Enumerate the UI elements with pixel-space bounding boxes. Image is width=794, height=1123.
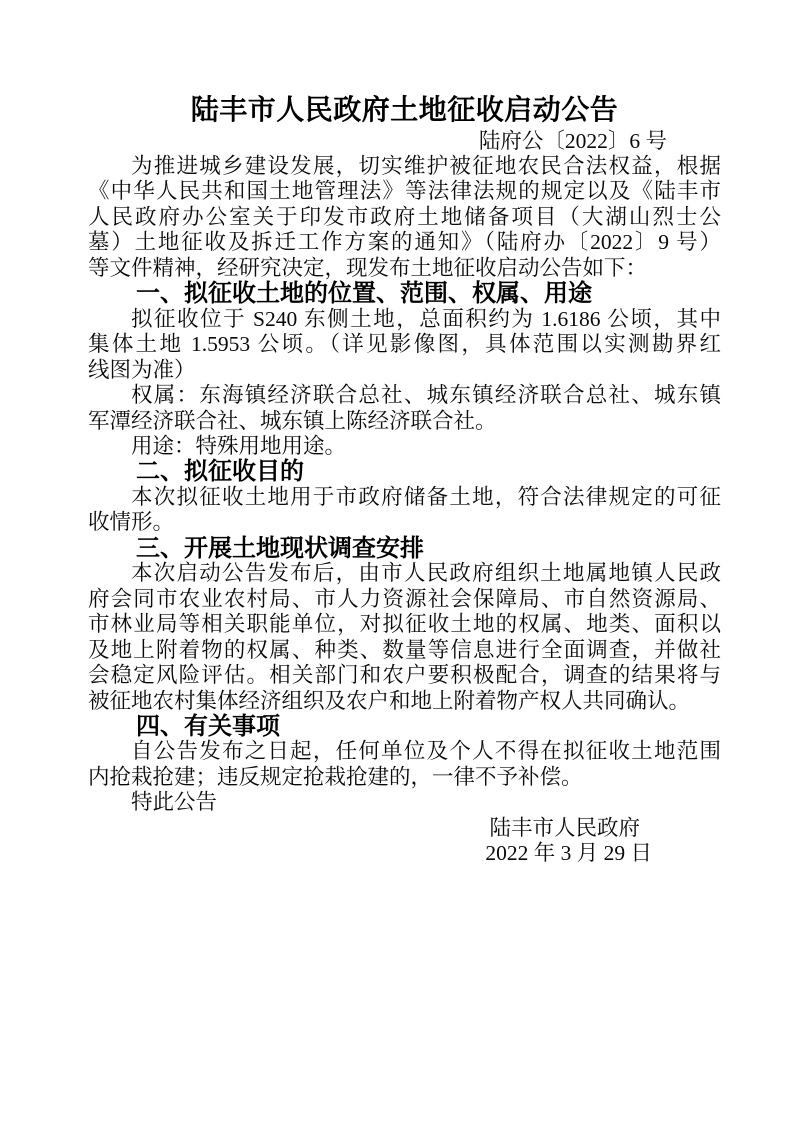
section-heading: 四、有关事项 xyxy=(136,712,280,740)
section-heading: 三、开展土地现状调查安排 xyxy=(136,534,424,562)
text-line: 《中华人民共和国土地管理法》等法律法规的规定以及《陆丰市 xyxy=(88,179,721,204)
text-line: 等文件精神，经研究决定，现发布土地征收启动公告如下： xyxy=(88,255,648,280)
section-heading: 一、拟征收土地的位置、范围、权属、用途 xyxy=(136,280,592,308)
text-line: 会稳定风险评估。相关部门和农户要积极配合，调查的结果将与 xyxy=(88,663,721,688)
text-line: 本次拟征收土地用于市政府储备土地，符合法律规定的可征 xyxy=(131,484,721,509)
section-heading: 二、拟征收目的 xyxy=(136,458,304,486)
doc-title: 陆丰市人民政府土地征收启动公告 xyxy=(190,94,619,125)
document-content xyxy=(88,92,721,867)
closing-line: 特此公告 xyxy=(131,790,218,815)
text-line: 府会同市农业农村局、市人力资源社会保障局、市自然资源局、 xyxy=(88,586,721,611)
text-line: 收情形。 xyxy=(88,510,175,535)
doc-number: 陆府公〔2022〕6 号 xyxy=(478,129,667,153)
text-line: 线图为准） xyxy=(88,357,196,382)
text-line: 为推进城乡建设发展，切实维护被征地农民合法权益，根据 xyxy=(131,154,721,178)
text-line: 墓）土地征收及拆迁工作方案的通知》（陆府办〔2022〕9 号） xyxy=(88,230,721,255)
text-line: 人民政府办公室关于印发市政府土地储备项目（大湖山烈士公 xyxy=(88,204,721,229)
text-line: 及地上附着物的权属、种类、数量等信息进行全面调查，并做社 xyxy=(88,637,721,662)
text-line: 权属：东海镇经济联合总社、城东镇经济联合总社、城东镇 xyxy=(131,383,721,408)
signature-name: 陆丰市人民政府 xyxy=(489,815,640,840)
signature-date: 2022 年 3 月 29 日 xyxy=(485,841,652,866)
text-line: 市林业局等相关职能单位，对拟征收土地的权属、地类、面积以 xyxy=(88,612,721,637)
text-line: 拟征收位于 S240 东侧土地，总面积约为 1.6186 公顷，其中 xyxy=(131,306,721,331)
text-line: 本次启动公告发布后，由市人民政府组织土地属地镇人民政 xyxy=(131,561,721,586)
text-line: 自公告发布之日起，任何单位及个人不得在拟征收土地范围 xyxy=(131,739,721,764)
text-line: 被征地农村集体经济组织及农户和地上附着物产权人共同确认。 xyxy=(88,688,691,713)
text-line: 内抢栽抢建；违反规定抢栽抢建的，一律不予补偿。 xyxy=(88,764,583,789)
text-line: 用途：特殊用地用途。 xyxy=(131,433,347,458)
text-line: 集体土地 1.5953 公顷。（详见影像图，具体范围以实测勘界红 xyxy=(88,332,721,357)
text-line: 军潭经济联合社、城东镇上陈经济联合社。 xyxy=(88,408,497,433)
